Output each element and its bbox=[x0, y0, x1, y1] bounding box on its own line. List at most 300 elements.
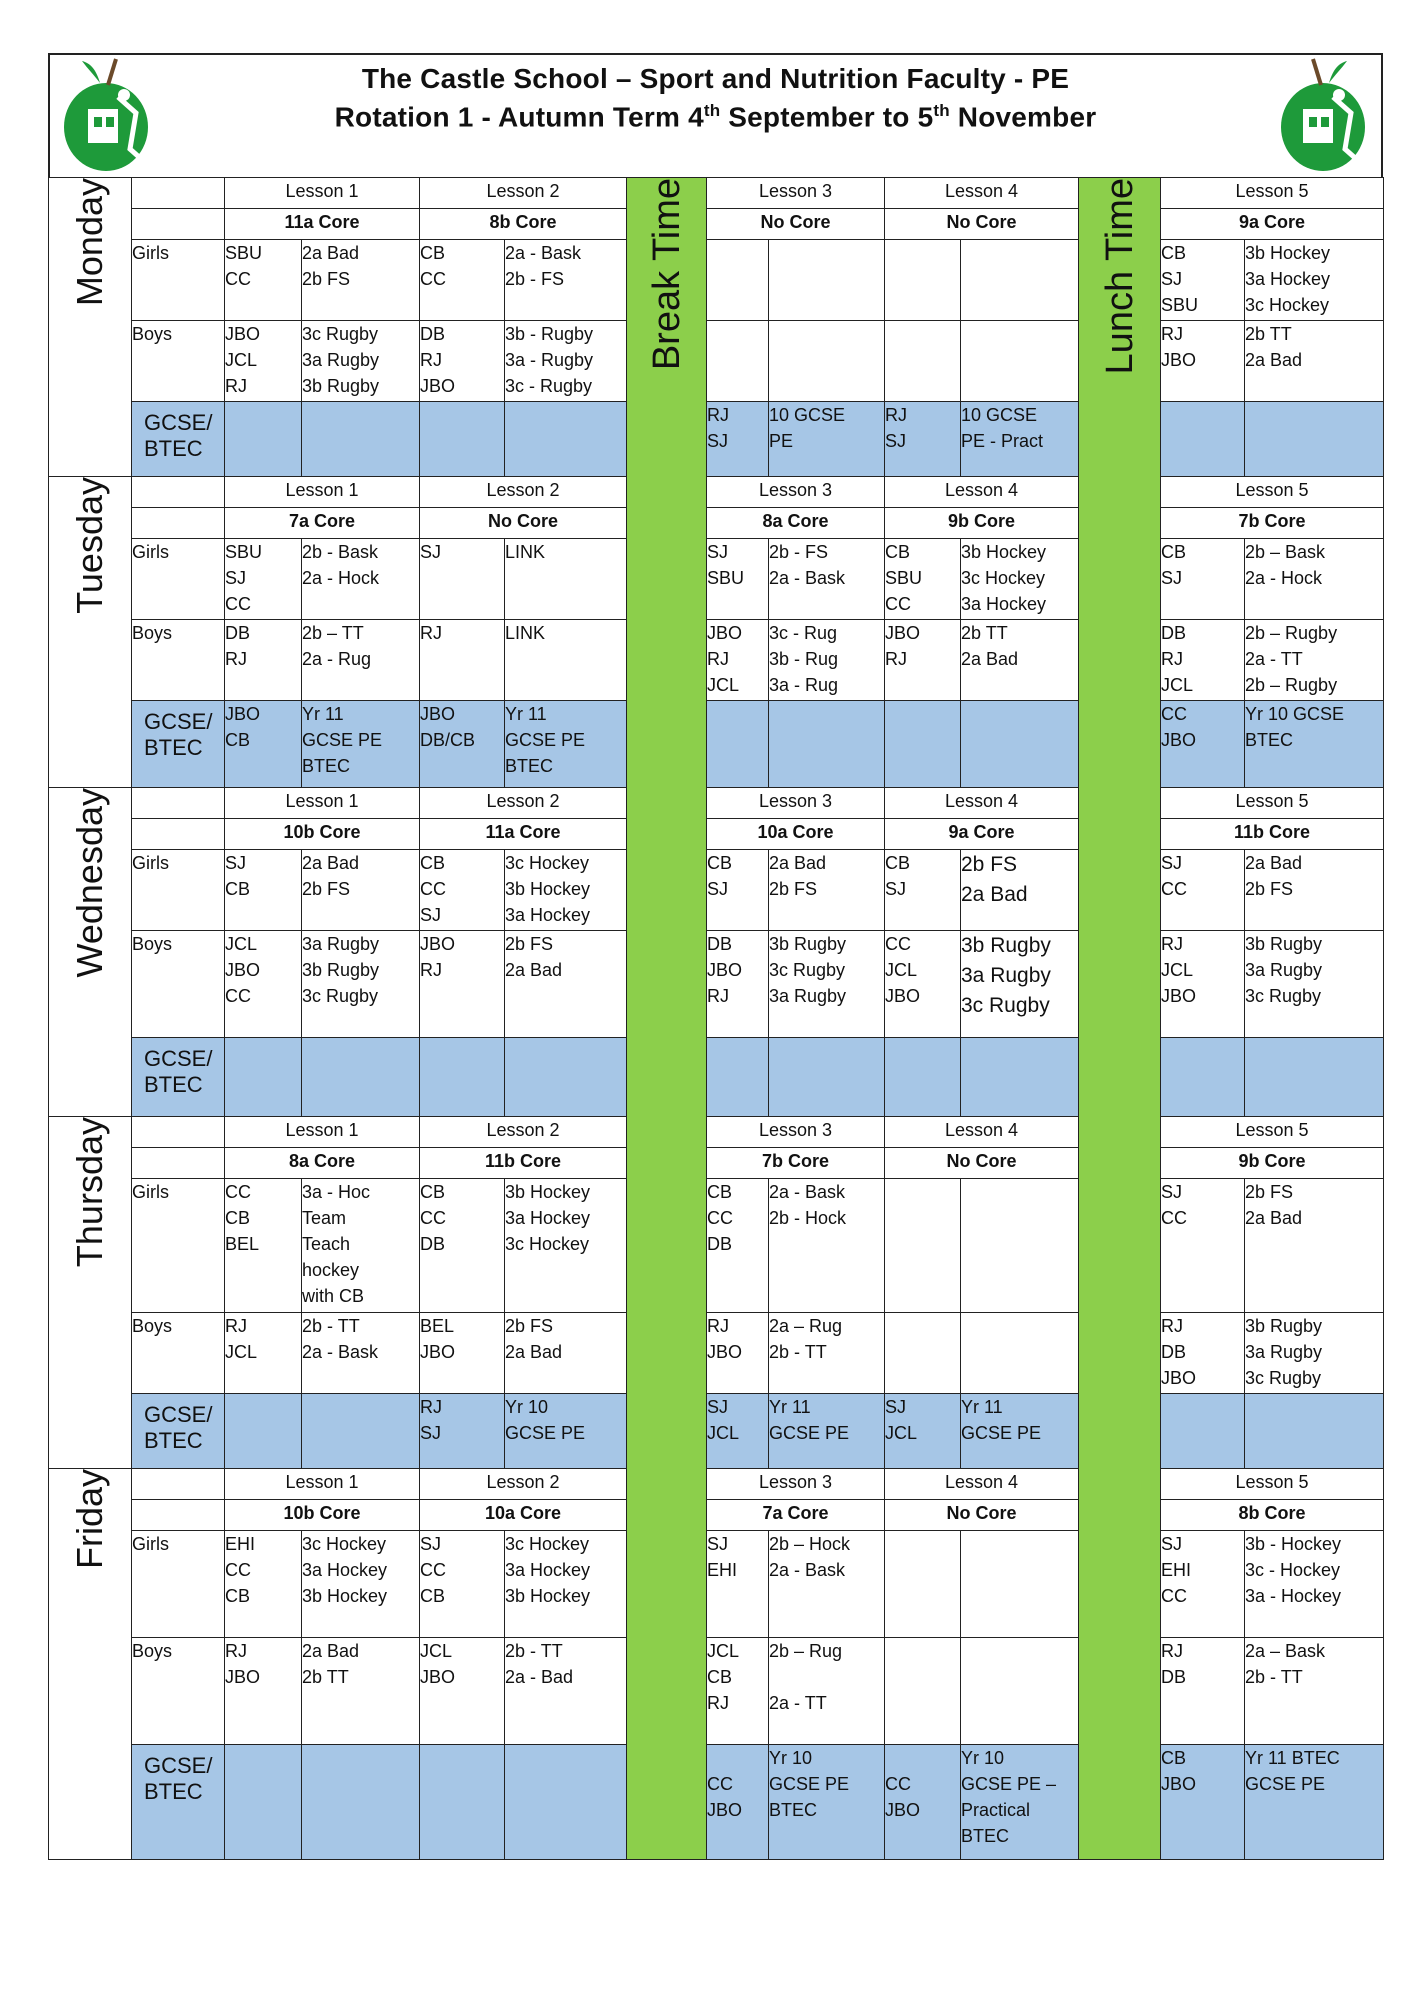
activity-text: Yr 11 bbox=[302, 704, 344, 724]
gcse-label-line: GCSE/ bbox=[144, 1046, 213, 1071]
staff-initials: JBO bbox=[420, 704, 456, 724]
staff-cell bbox=[707, 931, 769, 1038]
timetable-row bbox=[49, 1148, 1384, 1179]
btec-label-line: BTEC bbox=[144, 1072, 203, 1097]
staff-cell bbox=[1161, 240, 1245, 321]
staff-cell bbox=[885, 402, 961, 477]
core-group: No Core bbox=[885, 1500, 1079, 1531]
staff-initials: SJ bbox=[707, 542, 729, 562]
core-group: 9b Core bbox=[1161, 1148, 1384, 1179]
activity-text: GCSE PE bbox=[769, 1423, 850, 1443]
staff-cell bbox=[1161, 1745, 1245, 1860]
lesson-header: Lesson 2 bbox=[420, 477, 627, 508]
lesson-header: Lesson 1 bbox=[225, 1117, 420, 1148]
staff-cell bbox=[225, 1745, 302, 1860]
lesson-header: Lesson 1 bbox=[225, 477, 420, 508]
activity-text: 3a Hockey bbox=[505, 1208, 591, 1228]
staff-initials: JBO bbox=[707, 960, 743, 980]
activity-text: 3a Hockey bbox=[961, 594, 1047, 614]
staff-initials: CB bbox=[1161, 1748, 1187, 1768]
core-group: 8a Core bbox=[707, 508, 885, 539]
staff-initials: SJ bbox=[225, 853, 247, 873]
activity-cell bbox=[505, 321, 627, 402]
activity-cell bbox=[769, 1531, 885, 1638]
staff-initials: JBO bbox=[1161, 350, 1197, 370]
activity-text: 2b FS bbox=[302, 879, 351, 899]
staff-initials: CC bbox=[1161, 1208, 1187, 1228]
staff-cell bbox=[225, 321, 302, 402]
staff-initials: CB bbox=[885, 853, 911, 873]
day-name: Monday bbox=[69, 178, 110, 307]
activity-text: 3a Hockey bbox=[302, 1560, 388, 1580]
activity-text: 2a - Hock bbox=[302, 568, 380, 588]
activity-cell bbox=[769, 1394, 885, 1469]
staff-initials: JBO bbox=[420, 1342, 456, 1362]
staff-initials: JBO bbox=[420, 1667, 456, 1687]
staff-initials: JCL bbox=[1161, 675, 1194, 695]
staff-initials: CC bbox=[225, 269, 251, 289]
activity-cell bbox=[961, 1745, 1079, 1860]
activity-text: 2a Bad bbox=[302, 1641, 360, 1661]
core-group: 8a Core bbox=[225, 1148, 420, 1179]
core-group: No Core bbox=[707, 209, 885, 240]
staff-initials: RJ bbox=[420, 350, 442, 370]
staff-initials: CB bbox=[225, 879, 251, 899]
activity-text: GCSE PE bbox=[505, 730, 586, 750]
staff-initials: CC bbox=[420, 879, 446, 899]
activity-text: GCSE PE bbox=[1245, 1774, 1326, 1794]
activity-cell bbox=[961, 701, 1079, 788]
core-group: 9a Core bbox=[885, 819, 1079, 850]
activity-text: 3b Rugby bbox=[961, 934, 1051, 957]
activity-cell bbox=[1245, 1179, 1384, 1313]
activity-text: 2a - TT bbox=[1245, 649, 1303, 669]
staff-initials: JBO bbox=[420, 376, 456, 396]
activity-text: 2b – TT bbox=[302, 623, 364, 643]
staff-initials: EHI bbox=[225, 1534, 256, 1554]
activity-text: 2b – Rugby bbox=[1245, 675, 1338, 695]
staff-initials: SJ bbox=[707, 1534, 729, 1554]
activity-text: 3b Hockey bbox=[302, 1586, 388, 1606]
staff-cell bbox=[225, 240, 302, 321]
activity-cell bbox=[505, 402, 627, 477]
staff-initials: CB bbox=[225, 1208, 251, 1228]
activity-cell bbox=[302, 539, 420, 620]
activity-cell bbox=[302, 1745, 420, 1860]
staff-initials: DB bbox=[225, 623, 251, 643]
staff-initials: CB bbox=[420, 1586, 446, 1606]
staff-cell bbox=[1161, 321, 1245, 402]
activity-text: 2a Bad bbox=[769, 853, 827, 873]
staff-initials: RJ bbox=[1161, 934, 1183, 954]
activity-text: 3b Rugby bbox=[302, 376, 380, 396]
staff-initials: CC bbox=[1161, 704, 1187, 724]
activity-text: 2a Bad bbox=[961, 883, 1028, 906]
staff-cell bbox=[1161, 850, 1245, 931]
activity-text: 2b TT bbox=[961, 623, 1008, 643]
activity-text: 2a Bad bbox=[1245, 1208, 1303, 1228]
staff-initials: CB bbox=[420, 853, 446, 873]
corner-cell bbox=[132, 1500, 225, 1531]
staff-cell bbox=[707, 1313, 769, 1394]
boys-label: Boys bbox=[132, 1313, 225, 1394]
staff-initials bbox=[707, 1745, 768, 1771]
staff-initials: JBO bbox=[225, 324, 261, 344]
staff-initials: JBO bbox=[420, 934, 456, 954]
activity-cell bbox=[1245, 931, 1384, 1038]
core-group: 7b Core bbox=[1161, 508, 1384, 539]
lesson-header: Lesson 3 bbox=[707, 477, 885, 508]
lesson-header: Lesson 3 bbox=[707, 1469, 885, 1500]
activity-text: LINK bbox=[505, 623, 546, 643]
lesson-header: Lesson 4 bbox=[885, 477, 1079, 508]
staff-cell bbox=[225, 620, 302, 701]
btec-label-line: BTEC bbox=[144, 1428, 203, 1453]
staff-initials: RJ bbox=[707, 649, 729, 669]
timetable-row bbox=[49, 1638, 1384, 1745]
staff-initials: CC bbox=[707, 1208, 733, 1228]
activity-cell bbox=[302, 321, 420, 402]
staff-cell bbox=[1161, 539, 1245, 620]
staff-initials: RJ bbox=[707, 1693, 729, 1713]
staff-initials: SJ bbox=[707, 1397, 729, 1417]
staff-initials: JCL bbox=[885, 960, 918, 980]
staff-initials: CB bbox=[420, 243, 446, 263]
day-name: Thursday bbox=[69, 1117, 110, 1268]
boys-label: Boys bbox=[132, 931, 225, 1038]
title-line-1: The Castle School – Sport and Nutrition Faculty - PE bbox=[361, 63, 1070, 94]
activity-text: Yr 10 GCSE bbox=[1245, 704, 1345, 724]
activity-cell bbox=[961, 402, 1079, 477]
activity-text: PE bbox=[769, 431, 794, 451]
activity-text: 2b FS bbox=[505, 1316, 554, 1336]
staff-initials: JBO bbox=[1161, 1774, 1197, 1794]
staff-cell bbox=[1161, 701, 1245, 788]
staff-cell bbox=[420, 931, 505, 1038]
corner-cell bbox=[132, 477, 225, 508]
activity-text: 3c - Rug bbox=[769, 623, 838, 643]
lunch-time-bar bbox=[1079, 178, 1161, 1860]
btec-label-line: BTEC bbox=[144, 436, 203, 461]
corner-cell bbox=[132, 178, 225, 209]
activity-cell bbox=[1245, 1638, 1384, 1745]
activity-text: 2b – Rugby bbox=[1245, 623, 1338, 643]
activity-cell bbox=[1245, 850, 1384, 931]
activity-text: 2b - TT bbox=[769, 1342, 827, 1362]
lesson-header: Lesson 5 bbox=[1161, 1117, 1384, 1148]
activity-cell bbox=[769, 701, 885, 788]
activity-text: 2a - Bask bbox=[769, 1182, 846, 1202]
staff-initials: JCL bbox=[420, 1641, 453, 1661]
day-label-wednesday bbox=[49, 788, 132, 1117]
activity-cell bbox=[1245, 321, 1384, 402]
staff-initials: CC bbox=[225, 594, 251, 614]
staff-cell bbox=[420, 1313, 505, 1394]
timetable-row bbox=[49, 1531, 1384, 1638]
staff-initials: CB bbox=[1161, 243, 1187, 263]
activity-text: 3b Rugby bbox=[1245, 934, 1323, 954]
lesson-header: Lesson 2 bbox=[420, 788, 627, 819]
activity-cell bbox=[505, 701, 627, 788]
activity-text: 10 GCSE bbox=[961, 405, 1038, 425]
core-group: 7a Core bbox=[707, 1500, 885, 1531]
activity-cell bbox=[302, 1638, 420, 1745]
activity-text: GCSE PE bbox=[505, 1423, 586, 1443]
staff-cell bbox=[885, 1394, 961, 1469]
activity-cell bbox=[769, 931, 885, 1038]
staff-initials: JBO bbox=[1161, 730, 1197, 750]
staff-cell bbox=[225, 539, 302, 620]
activity-text: 3c Hockey bbox=[505, 853, 590, 873]
staff-initials: BEL bbox=[225, 1234, 260, 1254]
activity-text: 3b - Rugby bbox=[505, 324, 594, 344]
staff-cell bbox=[707, 1394, 769, 1469]
corner-cell bbox=[132, 508, 225, 539]
activity-cell bbox=[961, 850, 1079, 931]
activity-cell bbox=[302, 240, 420, 321]
activity-text: 2b - FS bbox=[505, 269, 565, 289]
core-group: No Core bbox=[420, 508, 627, 539]
core-group: 9a Core bbox=[1161, 209, 1384, 240]
staff-cell bbox=[1161, 1313, 1245, 1394]
activity-text: Yr 10 bbox=[769, 1748, 813, 1768]
staff-cell bbox=[885, 850, 961, 931]
activity-text: 2b FS bbox=[505, 934, 554, 954]
staff-cell bbox=[225, 701, 302, 788]
lesson-header: Lesson 1 bbox=[225, 1469, 420, 1500]
activity-cell bbox=[505, 620, 627, 701]
staff-cell bbox=[225, 1394, 302, 1469]
core-group: 11b Core bbox=[420, 1148, 627, 1179]
staff-cell bbox=[707, 402, 769, 477]
staff-initials: SJ bbox=[1161, 853, 1183, 873]
staff-cell bbox=[707, 850, 769, 931]
staff-initials: SJ bbox=[885, 879, 907, 899]
staff-cell bbox=[225, 931, 302, 1038]
day-label-monday bbox=[49, 178, 132, 477]
activity-text: PE - Pract bbox=[961, 431, 1044, 451]
staff-cell bbox=[885, 539, 961, 620]
staff-initials: CC bbox=[420, 1560, 446, 1580]
staff-initials: SJ bbox=[885, 1397, 907, 1417]
staff-initials bbox=[885, 1745, 960, 1771]
staff-initials: JBO bbox=[707, 1342, 743, 1362]
activity-cell bbox=[961, 1038, 1079, 1117]
activity-text: 2a - Hock bbox=[1245, 568, 1323, 588]
activity-cell bbox=[505, 539, 627, 620]
staff-initials: JBO bbox=[1161, 986, 1197, 1006]
staff-initials: RJ bbox=[1161, 1641, 1183, 1661]
staff-initials: CB bbox=[1161, 542, 1187, 562]
activity-cell bbox=[961, 240, 1079, 321]
corner-cell bbox=[132, 1117, 225, 1148]
timetable-row bbox=[49, 1313, 1384, 1394]
activity-cell bbox=[961, 1394, 1079, 1469]
activity-text: 3b Hockey bbox=[505, 879, 591, 899]
timetable-row bbox=[49, 240, 1384, 321]
staff-initials: SBU bbox=[225, 542, 263, 562]
activity-cell bbox=[505, 1638, 627, 1745]
staff-cell bbox=[885, 1531, 961, 1638]
staff-cell bbox=[707, 620, 769, 701]
activity-text: 3b Rugby bbox=[302, 960, 380, 980]
staff-initials: DB bbox=[1161, 623, 1187, 643]
staff-cell bbox=[225, 1313, 302, 1394]
staff-initials: RJ bbox=[420, 623, 442, 643]
staff-initials: SBU bbox=[225, 243, 263, 263]
day-name: Wednesday bbox=[69, 788, 110, 978]
activity-text: 2b FS bbox=[302, 269, 351, 289]
lesson-header: Lesson 4 bbox=[885, 1469, 1079, 1500]
girls-label: Girls bbox=[132, 240, 225, 321]
activity-cell bbox=[1245, 240, 1384, 321]
timetable-row bbox=[49, 539, 1384, 620]
activity-text: 3c Hockey bbox=[961, 568, 1046, 588]
activity-text: 3a - Rugby bbox=[505, 350, 594, 370]
activity-text: 2a - Bask bbox=[769, 568, 846, 588]
activity-text: 3a Rugby bbox=[769, 986, 847, 1006]
activity-text: 2b TT bbox=[302, 1667, 349, 1687]
activity-text: 3a Hockey bbox=[1245, 269, 1331, 289]
activity-cell bbox=[769, 850, 885, 931]
activity-text: Team bbox=[302, 1208, 347, 1228]
activity-text: 2a Bad bbox=[302, 243, 360, 263]
activity-text: 3c Hockey bbox=[1245, 295, 1330, 315]
activity-cell bbox=[1245, 1038, 1384, 1117]
activity-cell bbox=[961, 931, 1079, 1038]
lesson-header: Lesson 1 bbox=[225, 788, 420, 819]
staff-initials: CB bbox=[420, 1182, 446, 1202]
activity-text: 2a – Bask bbox=[1245, 1641, 1326, 1661]
activity-text: 3b - Rug bbox=[769, 649, 839, 669]
corner-cell bbox=[132, 1469, 225, 1500]
activity-text: 2a - Bad bbox=[505, 1667, 574, 1687]
staff-cell bbox=[707, 1179, 769, 1313]
staff-cell bbox=[420, 1038, 505, 1117]
btec-label-line: BTEC bbox=[144, 735, 203, 760]
activity-text: 3a - Hockey bbox=[1245, 1586, 1342, 1606]
staff-initials: RJ bbox=[420, 960, 442, 980]
staff-initials: CC bbox=[1161, 879, 1187, 899]
timetable-row bbox=[49, 178, 1384, 209]
activity-text: 3c - Rugby bbox=[505, 376, 593, 396]
staff-initials: SJ bbox=[1161, 269, 1183, 289]
lesson-header: Lesson 3 bbox=[707, 178, 885, 209]
staff-cell bbox=[885, 1313, 961, 1394]
staff-initials: RJ bbox=[225, 1641, 247, 1661]
core-group: 7b Core bbox=[707, 1148, 885, 1179]
staff-initials: DB bbox=[420, 1234, 446, 1254]
staff-initials: JCL bbox=[1161, 960, 1194, 980]
staff-initials: CB bbox=[707, 1667, 733, 1687]
activity-text: 2b - Hock bbox=[769, 1208, 847, 1228]
staff-initials: DB bbox=[707, 1234, 733, 1254]
activity-text: 2b FS bbox=[769, 879, 818, 899]
activity-text: 2a Bad bbox=[1245, 853, 1303, 873]
staff-initials: CB bbox=[707, 1182, 733, 1202]
staff-initials: CC bbox=[885, 934, 911, 954]
gcse-label bbox=[132, 1745, 225, 1860]
core-group: 10a Core bbox=[420, 1500, 627, 1531]
lesson-header: Lesson 2 bbox=[420, 178, 627, 209]
activity-text: 2a - TT bbox=[769, 1693, 827, 1713]
staff-initials: CC bbox=[1161, 1586, 1187, 1606]
staff-initials: SBU bbox=[1161, 295, 1199, 315]
activity-text: 2b - TT bbox=[302, 1316, 360, 1336]
activity-text: 10 GCSE bbox=[769, 405, 846, 425]
staff-initials: JCL bbox=[707, 675, 740, 695]
gcse-label-line: GCSE/ bbox=[144, 1753, 213, 1778]
activity-text: 3c Rugby bbox=[302, 986, 379, 1006]
staff-initials: CB bbox=[885, 542, 911, 562]
gcse-label bbox=[132, 1394, 225, 1469]
staff-cell bbox=[885, 240, 961, 321]
staff-initials: CB bbox=[707, 853, 733, 873]
activity-text: 3a Rugby bbox=[302, 350, 380, 370]
staff-initials: RJ bbox=[225, 376, 247, 396]
activity-text: 3c Hockey bbox=[302, 1534, 387, 1554]
activity-text: 2b – Bask bbox=[1245, 542, 1326, 562]
staff-initials: SJ bbox=[420, 905, 442, 925]
core-group: 11a Core bbox=[225, 209, 420, 240]
girls-label: Girls bbox=[132, 1531, 225, 1638]
activity-text: GCSE PE bbox=[302, 730, 383, 750]
lesson-header: Lesson 3 bbox=[707, 1117, 885, 1148]
activity-cell bbox=[769, 402, 885, 477]
lesson-header: Lesson 1 bbox=[225, 178, 420, 209]
staff-cell bbox=[707, 1531, 769, 1638]
staff-initials: CC bbox=[420, 1208, 446, 1228]
staff-cell bbox=[707, 1745, 769, 1860]
activity-cell bbox=[302, 1179, 420, 1313]
core-group: No Core bbox=[885, 1148, 1079, 1179]
activity-cell bbox=[505, 1179, 627, 1313]
activity-text: 2b FS bbox=[1245, 879, 1294, 899]
gcse-label bbox=[132, 701, 225, 788]
staff-cell bbox=[885, 1745, 961, 1860]
gcse-label bbox=[132, 1038, 225, 1117]
staff-initials: CB bbox=[225, 1586, 251, 1606]
activity-text: Yr 11 bbox=[961, 1397, 1003, 1417]
timetable-row bbox=[49, 819, 1384, 850]
staff-cell bbox=[420, 402, 505, 477]
girls-label: Girls bbox=[132, 1179, 225, 1313]
activity-text: Yr 11 bbox=[505, 704, 547, 724]
activity-text: 3c Rugby bbox=[961, 994, 1050, 1017]
staff-initials: JBO bbox=[885, 1800, 921, 1820]
activity-text: 3b Hockey bbox=[1245, 243, 1331, 263]
activity-text: 3c Rugby bbox=[1245, 1368, 1322, 1388]
staff-initials: DB bbox=[707, 934, 733, 954]
staff-cell bbox=[420, 240, 505, 321]
staff-cell bbox=[707, 321, 769, 402]
core-group: 10a Core bbox=[707, 819, 885, 850]
staff-initials: JBO bbox=[707, 623, 743, 643]
activity-text: 3c Rugby bbox=[1245, 986, 1322, 1006]
staff-initials: JBO bbox=[225, 960, 261, 980]
activity-cell bbox=[505, 240, 627, 321]
lesson-header: Lesson 5 bbox=[1161, 477, 1384, 508]
activity-text: 3c Rugby bbox=[769, 960, 846, 980]
day-name: Tuesday bbox=[69, 477, 110, 614]
staff-initials: RJ bbox=[885, 405, 907, 425]
activity-text: 2a Bad bbox=[505, 1342, 563, 1362]
activity-cell bbox=[961, 539, 1079, 620]
activity-text: hockey bbox=[302, 1260, 360, 1280]
day-label-thursday bbox=[49, 1117, 132, 1469]
staff-cell bbox=[420, 1745, 505, 1860]
activity-cell bbox=[505, 1531, 627, 1638]
